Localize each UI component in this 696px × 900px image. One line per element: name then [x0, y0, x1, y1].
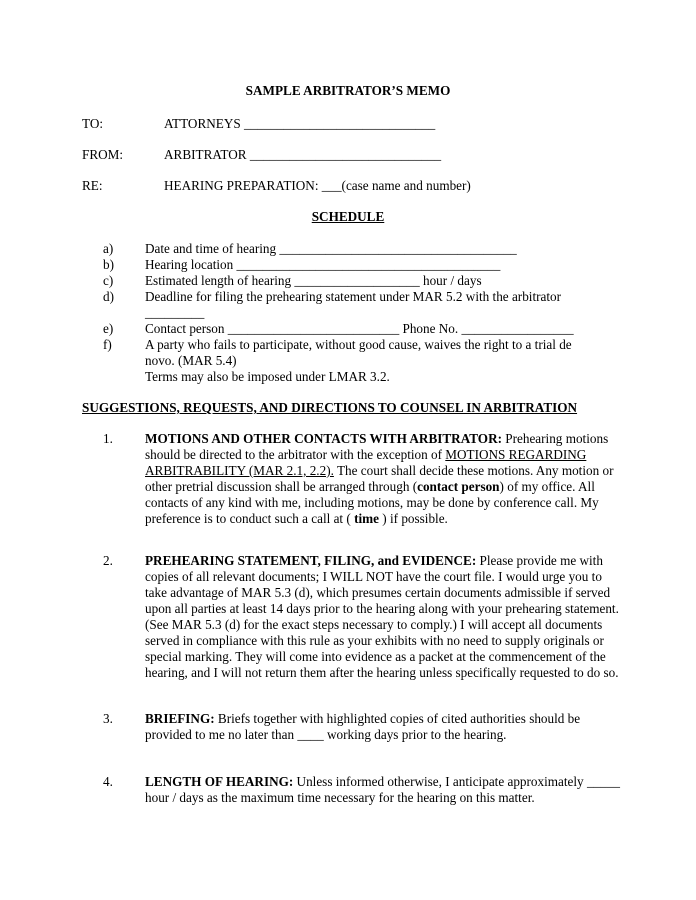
re-label: RE: — [82, 178, 103, 193]
schedule-text-d-blank: _________ — [145, 305, 205, 320]
schedule-heading: SCHEDULE — [311, 209, 385, 224]
item-4-number: 4. — [103, 774, 113, 789]
memo-title: SAMPLE ARBITRATOR’S MEMO — [245, 83, 451, 98]
item-1-text-a: Prehearing motions should be directed to the arbitrator with the exception of — [145, 431, 609, 462]
item-3-title: BRIEFING: — [145, 711, 215, 726]
item-1-text-b: The court shall decide these motions. Any motion or other pretrial discussion shall be arranged through ( — [145, 463, 614, 494]
schedule-text-f-line3: Terms may also be imposed under LMAR 3.2. — [145, 369, 390, 384]
item-2-title: PREHEARING STATEMENT, FILING, and EVIDENCE: — [145, 553, 477, 568]
schedule-text-b: Hearing location ________________________________________ — [145, 257, 501, 272]
to-value: ATTORNEYS _____________________________ — [164, 116, 436, 131]
item-2-number: 2. — [103, 553, 113, 568]
from-value: ARBITRATOR _____________________________ — [164, 147, 442, 162]
re-value: HEARING PREPARATION: ___(case name and number) — [164, 178, 471, 193]
item-3-paragraph — [145, 711, 625, 743]
item-3-number: 3. — [103, 711, 113, 726]
schedule-text-f: A party who fails to participate, without good cause, waives the right to a trial de — [145, 337, 572, 352]
item-1-number: 1. — [103, 431, 113, 446]
item-1-time: time — [354, 511, 379, 526]
schedule-text-a: Date and time of hearing ____________________________________ — [145, 241, 517, 256]
item-2-paragraph — [145, 553, 625, 681]
from-label: FROM: — [82, 147, 124, 162]
schedule-letter-c: c) — [103, 273, 114, 288]
item-1-contact-person: contact person — [417, 479, 500, 494]
suggestions-heading: SUGGESTIONS, REQUESTS, AND DIRECTIONS TO COUNSEL IN ARBITRATION — [82, 400, 578, 415]
schedule-text-d: Deadline for filing the prehearing statement under MAR 5.2 with the arbitrator — [145, 289, 562, 304]
item-1-title: MOTIONS AND OTHER CONTACTS WITH ARBITRATOR: — [145, 431, 502, 446]
item-4-title: LENGTH OF HEARING: — [145, 774, 294, 789]
item-2-text: Please provide me with copies of all relevant documents; I WILL NOT have the court file. I would urge you to take advantage of MAR 5.3 (d), which presumes certain documents admissible if served upon all parties at least 14 days prior to the hearing along with your prehearing statement. (See MAR 5.3 (d) for the exact steps necessary to comply.) I will accept all documents served in compliance with this rule as your exhibits with no need to supply originals or special marking. They will come into evidence as a packet at the commencement of the hearing, and I will not return them after the hearing unless specifically requested to do so. — [145, 553, 619, 680]
schedule-letter-d: d) — [103, 289, 114, 304]
schedule-text-c: Estimated length of hearing ___________________ hour / days — [145, 273, 482, 288]
item-4-paragraph — [145, 774, 625, 806]
schedule-text-e: Contact person __________________________ Phone No. _________________ — [145, 321, 574, 336]
item-1-paragraph — [145, 431, 625, 527]
schedule-text-f-line2: novo. (MAR 5.4) — [145, 353, 237, 368]
item-1-text-d: ) if possible. — [378, 511, 448, 526]
schedule-letter-f: f) — [103, 337, 112, 352]
item-4-text: Unless informed otherwise, I anticipate approximately _____ hour / days as the maximum time necessary for the hearing on this matter. — [145, 774, 620, 805]
item-1-text-c: ) of my office. All contacts of any kind with me, including motions, may be done by conference call. My preference is to conduct such a call at ( — [145, 479, 599, 526]
item-1-underlined: MOTIONS REGARDING ARBITRABILITY (MAR 2.1, 2.2). — [145, 447, 587, 478]
schedule-letter-e: e) — [103, 321, 114, 336]
to-label: TO: — [82, 116, 104, 131]
schedule-letter-a: a) — [103, 241, 114, 256]
schedule-letter-b: b) — [103, 257, 114, 272]
item-3-text: Briefs together with highlighted copies of cited authorities should be provided to me no later than ____ working days prior to the hearing. — [145, 711, 581, 742]
